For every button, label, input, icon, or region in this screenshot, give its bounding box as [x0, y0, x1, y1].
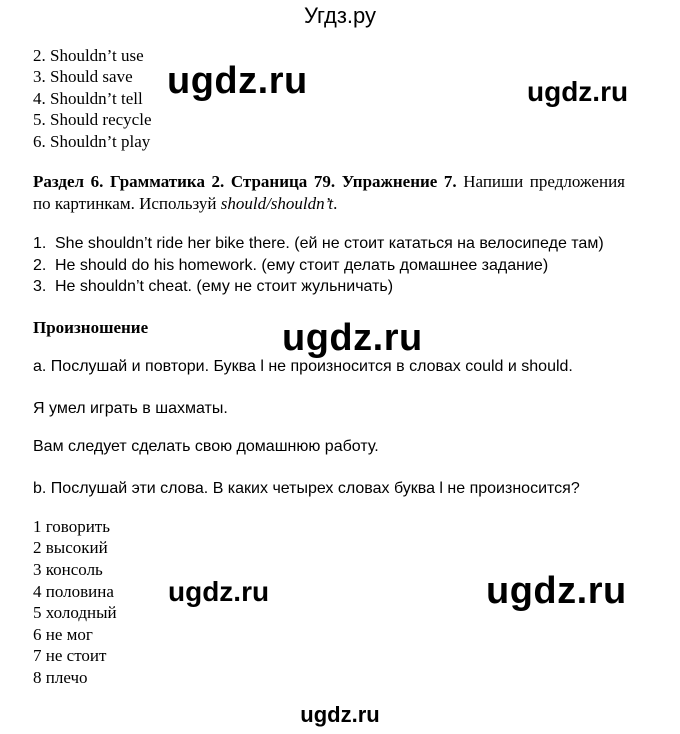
answer-line: 3. Should save — [33, 67, 133, 86]
section-heading-italic: should/shouldn’t — [220, 194, 334, 213]
exercise-item-text: She shouldn’t ride her bike there. (ей не стоит кататься на велосипеде там) — [55, 235, 604, 252]
exercise-item-text: He should do his homework. (ему стоит делать домашнее задание) — [55, 257, 549, 274]
watermark: ugdz.ru — [282, 317, 423, 359]
word-item: 1 говорить — [33, 517, 110, 536]
exercise-item-number: 2. — [33, 257, 47, 274]
pronunciation-part-b: b. Послушай эти слова. В каких четырех словах буква l не произносится? — [33, 480, 580, 497]
section-heading-end: . — [333, 194, 338, 213]
site-title: Угдз.ру — [303, 3, 377, 28]
watermark: ugdz.ru — [168, 576, 270, 607]
word-item: 5 холодный — [33, 603, 117, 622]
answer-line: 6. Shouldn’t play — [33, 132, 151, 151]
word-item: 6 не мог — [33, 625, 93, 644]
word-item: 2 высокий — [33, 538, 108, 557]
watermark: ugdz.ru — [167, 60, 308, 102]
section-heading-bold: Раздел 6. Грамматика 2. Страница 79. Упражнение 7. — [33, 172, 457, 191]
section-heading — [33, 171, 625, 215]
pronunciation-part-a: a. Послушай и повтори. Буква l не произносится в словах could и should. — [33, 358, 573, 375]
watermark: ugdz.ru — [486, 570, 627, 612]
exercise-item — [33, 234, 604, 254]
word-item: 4 половина — [33, 582, 114, 601]
footer-watermark: ugdz.ru — [300, 702, 380, 727]
answer-line: 5. Should recycle — [33, 110, 152, 129]
section-heading-text: Напиши предложения по картинкам. Используй — [33, 172, 625, 213]
exercise-item — [33, 256, 548, 276]
example-sentence: Вам следует сделать свою домашнюю работу. — [33, 438, 379, 455]
word-item: 7 не стоит — [33, 646, 107, 665]
word-item: 8 плечо — [33, 668, 88, 687]
exercise-item — [33, 277, 393, 297]
answer-line: 4. Shouldn’t tell — [33, 89, 143, 108]
watermark: ugdz.ru — [527, 76, 629, 107]
exercise-item-number: 3. — [33, 278, 47, 295]
exercise-item-number: 1. — [33, 235, 47, 252]
word-item: 3 консоль — [33, 560, 103, 579]
pronunciation-heading: Произношение — [33, 318, 149, 337]
answer-line: 2. Shouldn’t use — [33, 46, 144, 65]
exercise-item-text: He shouldn’t cheat. (ему не стоит жульничать) — [55, 278, 394, 295]
example-sentence: Я умел играть в шахматы. — [33, 400, 228, 417]
